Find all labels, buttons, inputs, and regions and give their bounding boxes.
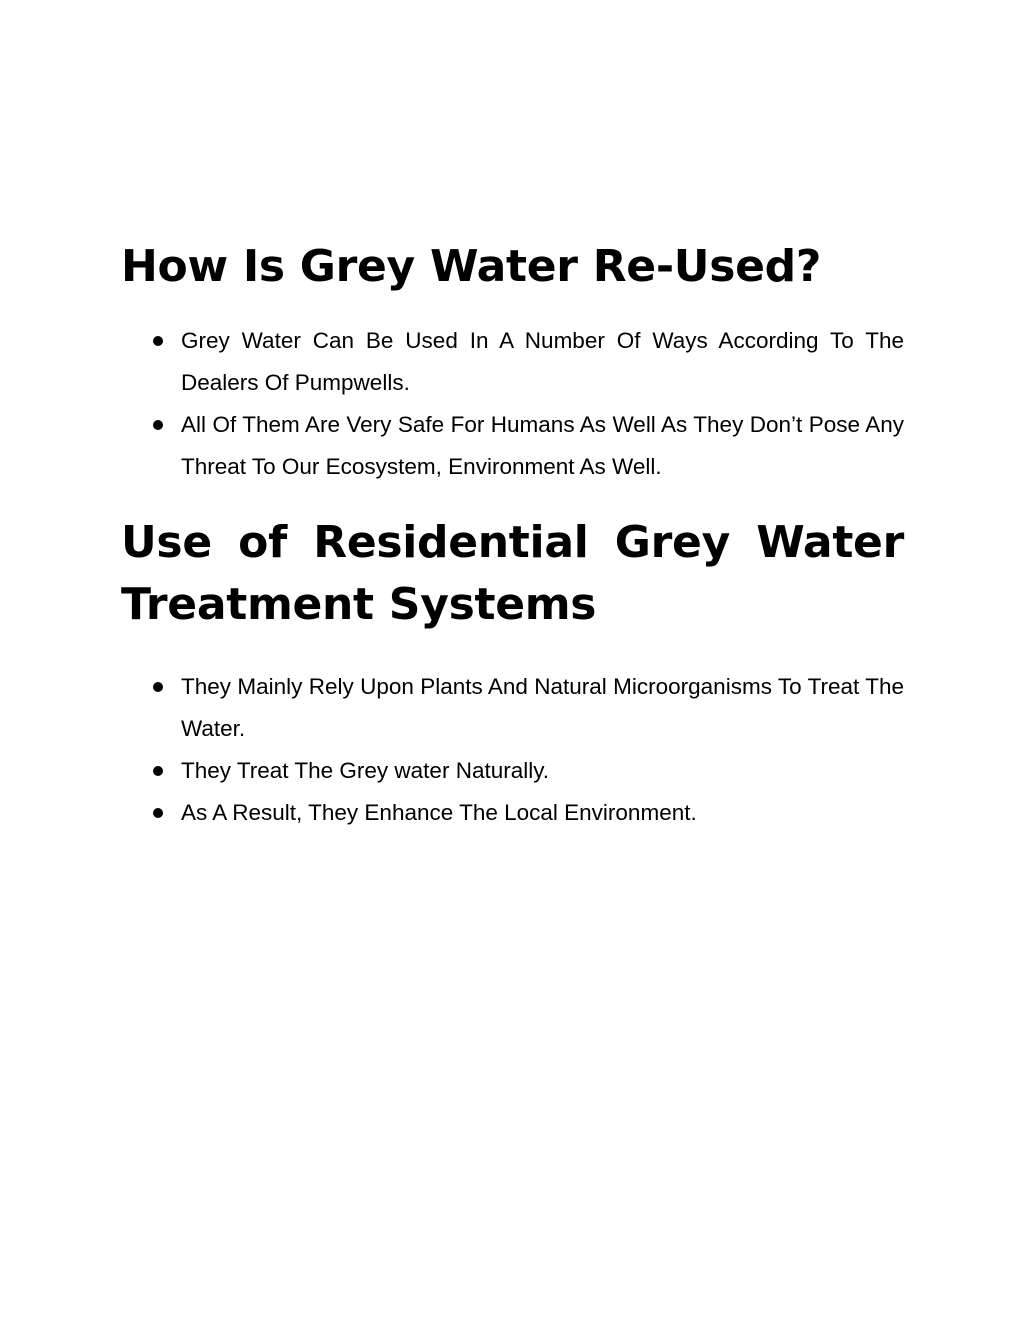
bullet-dot-icon bbox=[153, 336, 163, 346]
list-item-text: Grey Water Can Be Used In A Number Of Ways According To The Dealers Of Pumpwells. bbox=[181, 328, 904, 395]
section2-heading: Use of Residential Grey Water Treatment Systems bbox=[121, 517, 904, 630]
section1-heading: How Is Grey Water Re-Used? bbox=[121, 241, 822, 292]
list-item-text: They Mainly Rely Upon Plants And Natural Microorganisms To Treat The Water. bbox=[181, 674, 904, 741]
list-item bbox=[121, 320, 904, 404]
section2-bullet-list bbox=[121, 666, 904, 834]
list-item bbox=[121, 666, 904, 750]
list-item bbox=[121, 792, 904, 834]
list-item-text: As A Result, They Enhance The Local Environment. bbox=[181, 800, 697, 825]
section1-bullet-list bbox=[121, 320, 904, 488]
list-item bbox=[121, 404, 904, 488]
document-page bbox=[121, 236, 904, 834]
bullet-dot-icon bbox=[153, 420, 163, 430]
list-item bbox=[121, 750, 904, 792]
bullet-dot-icon bbox=[153, 682, 163, 692]
list-item-text: All Of Them Are Very Safe For Humans As Well As They Don’t Pose Any Threat To Our Ecosystem, Environment As Well. bbox=[181, 412, 904, 479]
list-item-text: They Treat The Grey water Naturally. bbox=[181, 758, 550, 783]
bullet-dot-icon bbox=[153, 808, 163, 818]
bullet-dot-icon bbox=[153, 766, 163, 776]
